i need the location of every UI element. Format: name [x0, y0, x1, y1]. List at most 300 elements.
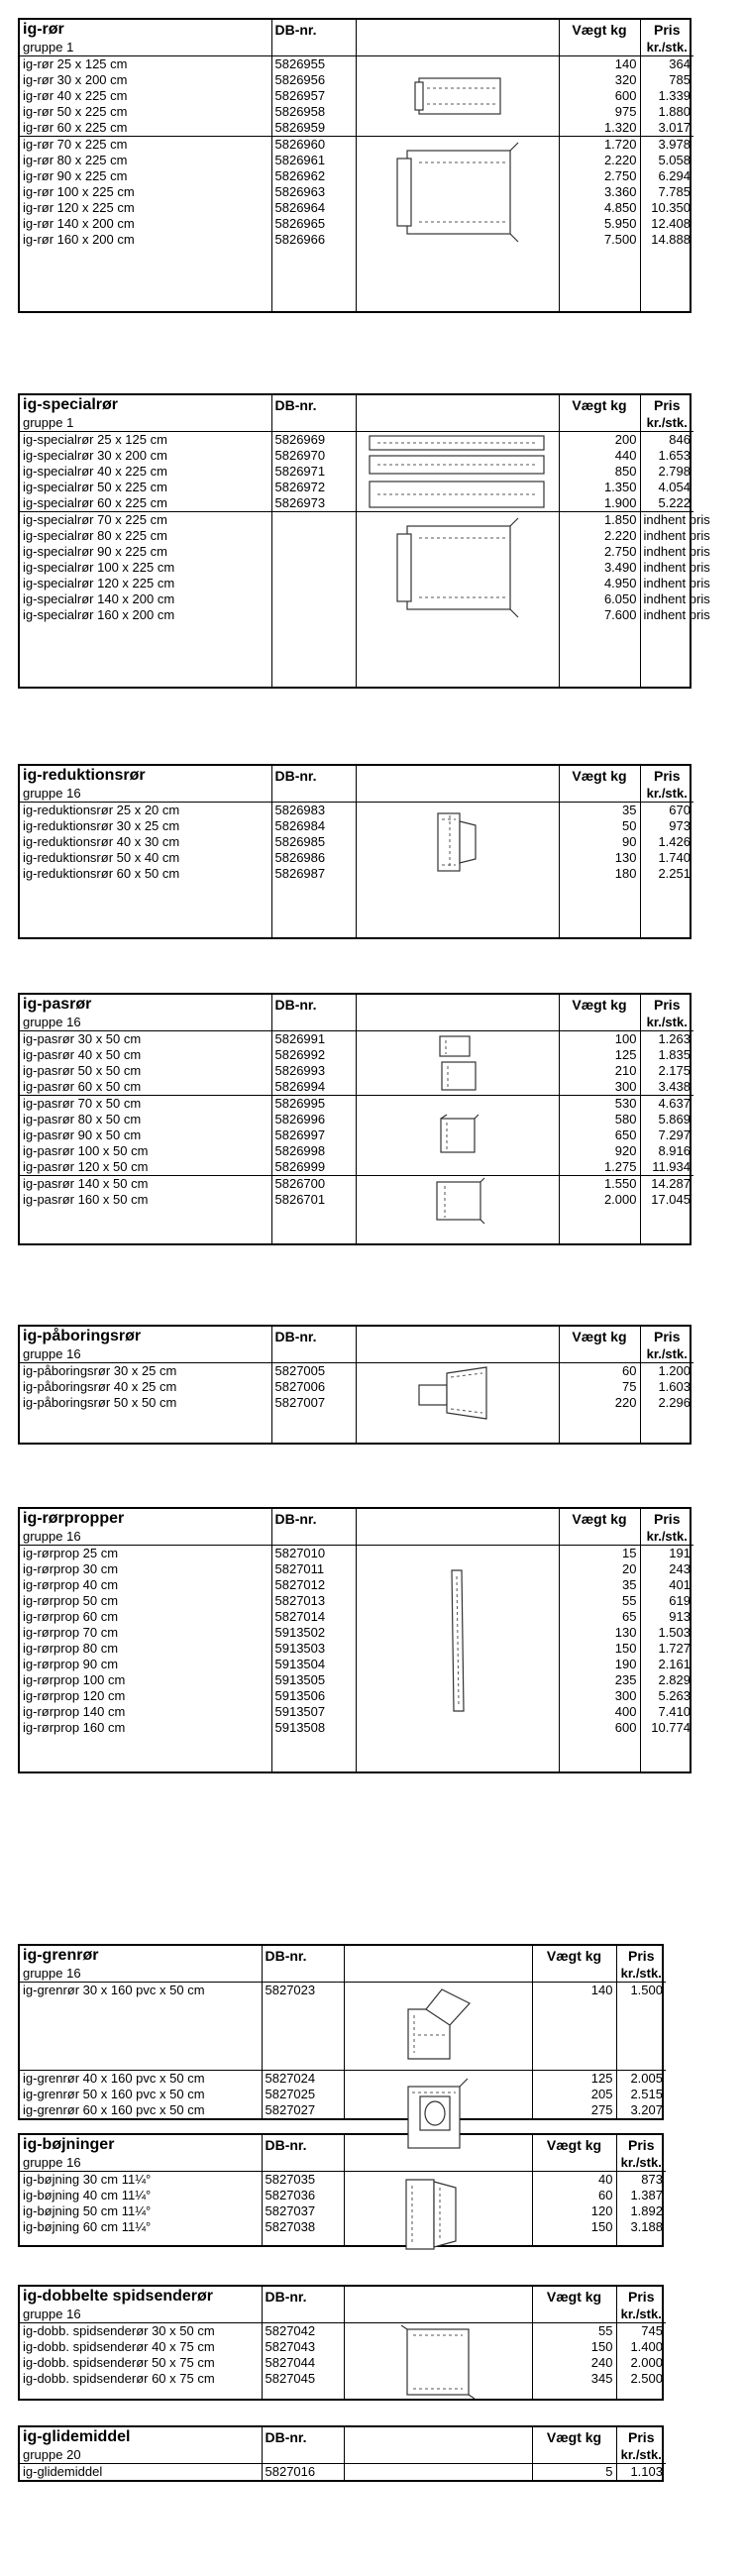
weight-kg: 150 [559, 1641, 640, 1657]
product-name: ig-rør 160 x 200 cm [20, 232, 271, 248]
weight-kg: 55 [532, 2323, 616, 2340]
section-table [20, 1327, 693, 1443]
weight-kg: 205 [532, 2087, 616, 2102]
section-title: ig-rør [20, 20, 271, 40]
product-name: ig-rør 70 x 225 cm [20, 137, 271, 154]
table-row [20, 184, 693, 200]
table-row [20, 2172, 666, 2189]
price: 243 [669, 1561, 691, 1576]
price: indhent pris [643, 576, 710, 590]
price: 2.005 [616, 2071, 666, 2088]
weight-header: Vægt kg [559, 1509, 640, 1529]
price: 6.294 [658, 168, 691, 183]
db-number: 5826991 [271, 1031, 356, 1048]
product-name: ig-grenrør 50 x 160 pvc x 50 cm [20, 2087, 262, 2102]
db-number: 5826970 [271, 448, 356, 464]
section-header [20, 395, 693, 415]
product-name: ig-specialrør 100 x 225 cm [20, 560, 271, 576]
drawing-cell [356, 56, 559, 73]
empty-cell [559, 786, 640, 803]
product-name: ig-rørprop 25 cm [20, 1546, 271, 1562]
product-name: ig-dobb. spidsenderør 40 x 75 cm [20, 2339, 262, 2355]
empty-cell [532, 1998, 616, 2071]
product-drawing-pipe-s [413, 70, 502, 126]
price: 3.438 [658, 1079, 691, 1094]
product-name: ig-pasrør 100 x 50 cm [20, 1143, 271, 1159]
weight-header: Vægt kg [532, 2135, 616, 2155]
product-name: ig-grenrør 30 x 160 pvc x 50 cm [20, 1983, 262, 1999]
weight-kg: 75 [559, 1379, 640, 1395]
price: 1.400 [630, 2339, 663, 2354]
product-name: ig-pasrør 90 x 50 cm [20, 1127, 271, 1143]
product-name: ig-specialrør 50 x 225 cm [20, 480, 271, 495]
db-number: 5827025 [262, 2087, 344, 2102]
price: 10.350 [651, 200, 691, 215]
group-label: gruppe 1 [20, 415, 271, 432]
weight-kg: 975 [559, 104, 640, 120]
table-row [20, 2339, 666, 2355]
section-ig-glidemiddel [18, 2425, 664, 2482]
price: 1.339 [658, 88, 691, 103]
price: 4.637 [640, 1096, 693, 1113]
product-name: ig-specialrør 90 x 225 cm [20, 544, 271, 560]
weight-kg: 60 [532, 2188, 616, 2203]
table-row [20, 866, 693, 882]
section-table [20, 20, 693, 311]
price: 785 [669, 72, 691, 87]
product-name: ig-rør 140 x 200 cm [20, 216, 271, 232]
price-header: Pris [628, 2289, 655, 2305]
empty-cell [640, 1208, 693, 1243]
weight-kg: 3.490 [559, 560, 640, 576]
product-drawing-gren1 [396, 1986, 479, 2071]
product-name: ig-bøjning 50 cm 11¼° [20, 2203, 262, 2219]
db-number: 5827012 [271, 1577, 356, 1593]
weight-kg: 530 [559, 1096, 640, 1113]
empty-cell [356, 1346, 559, 1363]
product-name: ig-pasrør 70 x 50 cm [20, 1096, 271, 1113]
db-number: 5826971 [271, 464, 356, 480]
section-ig-bojninger [18, 2133, 664, 2247]
weight-header: Vægt kg [532, 2427, 616, 2447]
price: indhent pris [640, 512, 693, 529]
weight-kg: 120 [532, 2203, 616, 2219]
price-header: Pris [628, 1948, 655, 1964]
db-number: 5826957 [271, 88, 356, 104]
spacer-row [20, 1411, 693, 1443]
db-number: 5827035 [262, 2172, 344, 2189]
section-header [20, 766, 693, 786]
empty-cell [271, 415, 356, 432]
spacer-row [20, 1736, 693, 1771]
price-unit: kr./stk. [646, 415, 688, 430]
price-header: Pris [628, 2429, 655, 2445]
product-drawing-pas-s [432, 1032, 483, 1098]
weight-kg: 50 [559, 818, 640, 834]
empty-cell [356, 623, 559, 687]
product-name: ig-pasrør 50 x 50 cm [20, 1063, 271, 1079]
price: 10.774 [651, 1720, 691, 1735]
empty-cell [262, 1998, 344, 2071]
weight-kg: 2.750 [559, 544, 640, 560]
weight-kg: 300 [559, 1079, 640, 1096]
price: 2.500 [630, 2371, 663, 2386]
table-row [20, 1704, 693, 1720]
section-header [20, 20, 693, 40]
db-number: 5826972 [271, 480, 356, 495]
weight-kg: 150 [532, 2339, 616, 2355]
group-label: gruppe 16 [20, 1529, 271, 1546]
table-row [20, 232, 693, 248]
table-row [20, 2355, 666, 2371]
table-row [20, 1063, 693, 1079]
empty-cell [559, 1208, 640, 1243]
empty-cell [559, 1411, 640, 1443]
section-ig-pasror [18, 993, 692, 1245]
table-row [20, 1672, 693, 1688]
section-ig-ror [18, 18, 692, 313]
table-row [20, 104, 693, 120]
drawing-header [356, 1509, 559, 1529]
product-name: ig-specialrør 80 x 225 cm [20, 528, 271, 544]
product-name: ig-rør 30 x 200 cm [20, 72, 271, 88]
weight-kg: 100 [559, 1031, 640, 1048]
product-name: ig-specialrør 25 x 125 cm [20, 432, 271, 449]
section-subheader [20, 1966, 666, 1983]
drawing-header [344, 1946, 532, 1966]
weight-header: Vægt kg [559, 995, 640, 1015]
table-row [20, 1395, 693, 1411]
product-drawing-gren2 [396, 2071, 479, 2158]
db-number: 5827014 [271, 1609, 356, 1625]
table-row [20, 803, 693, 819]
price: 8.916 [658, 1143, 691, 1158]
product-name: ig-dobb. spidsenderør 60 x 75 cm [20, 2371, 262, 2387]
empty-cell [271, 248, 356, 311]
table-row [20, 576, 693, 591]
db-number: 5826997 [271, 1127, 356, 1143]
db-number: 5826994 [271, 1079, 356, 1096]
price: 1.500 [616, 1983, 666, 1999]
price: 1.603 [658, 1379, 691, 1394]
table-row [20, 495, 693, 512]
empty-cell [262, 2387, 344, 2399]
db-header: DB-nr. [271, 1509, 356, 1529]
product-drawing-pipe-l [393, 139, 522, 250]
product-drawing-prop [446, 1566, 470, 1719]
price: 973 [669, 818, 691, 833]
section-header [20, 1327, 693, 1346]
drawing-cell [344, 2323, 532, 2340]
db-number: 5826956 [271, 72, 356, 88]
spacer-row [20, 882, 693, 937]
weight-kg: 130 [559, 1625, 640, 1641]
section-ig-reduktionsror [18, 764, 692, 939]
weight-kg: 2.220 [559, 153, 640, 168]
price: 191 [640, 1546, 693, 1562]
db-number: 5826985 [271, 834, 356, 850]
weight-kg: 345 [532, 2371, 616, 2387]
price: 14.888 [651, 232, 691, 247]
empty-cell [271, 786, 356, 803]
drawing-cell [356, 1363, 559, 1380]
spacer-row [20, 2387, 666, 2399]
product-name: ig-rør 60 x 225 cm [20, 120, 271, 137]
empty-cell [532, 2447, 616, 2464]
section-table [20, 2427, 666, 2480]
db-number: 5826969 [271, 432, 356, 449]
db-number: 5826983 [271, 803, 356, 819]
drawing-cell [356, 1031, 559, 1048]
product-name: ig-reduktionsrør 40 x 30 cm [20, 834, 271, 850]
weight-kg: 600 [559, 88, 640, 104]
drawing-header [344, 2287, 532, 2307]
group-label: gruppe 16 [20, 2155, 262, 2172]
section-subheader [20, 2447, 666, 2464]
price: 7.410 [658, 1704, 691, 1719]
db-header: DB-nr. [262, 2135, 344, 2155]
product-name: ig-pasrør 40 x 50 cm [20, 1047, 271, 1063]
product-name: ig-rør 90 x 225 cm [20, 168, 271, 184]
spacer-row [20, 248, 693, 311]
price: 1.880 [658, 104, 691, 119]
empty-cell [262, 2235, 344, 2245]
empty-cell [559, 415, 640, 432]
drawing-header [344, 2427, 532, 2447]
db-header: DB-nr. [271, 1327, 356, 1346]
product-name: ig-specialrør 120 x 225 cm [20, 576, 271, 591]
price: 1.727 [658, 1641, 691, 1656]
table-row [20, 137, 693, 154]
price: 364 [640, 56, 693, 73]
group-label: gruppe 16 [20, 1346, 271, 1363]
empty-cell [616, 2235, 666, 2245]
section-subheader [20, 1015, 693, 1031]
product-name: ig-rørprop 80 cm [20, 1641, 271, 1657]
weight-kg: 6.050 [559, 591, 640, 607]
db-number: 5827044 [262, 2355, 344, 2371]
empty-cell [271, 1736, 356, 1771]
product-name: ig-rørprop 70 cm [20, 1625, 271, 1641]
price: 17.045 [651, 1192, 691, 1207]
db-number: 5827043 [262, 2339, 344, 2355]
table-row [20, 1609, 693, 1625]
db-number: 5826700 [271, 1176, 356, 1193]
weight-header: Vægt kg [559, 1327, 640, 1346]
weight-kg: 220 [559, 1395, 640, 1411]
section-subheader [20, 1529, 693, 1546]
product-name: ig-rør 100 x 225 cm [20, 184, 271, 200]
table-row [20, 1720, 693, 1736]
table-row [20, 834, 693, 850]
empty-cell [271, 1346, 356, 1363]
db-number: 5913507 [271, 1704, 356, 1720]
price: indhent pris [643, 591, 710, 606]
product-name: ig-pasrør 60 x 50 cm [20, 1079, 271, 1096]
price-header: Pris [654, 997, 681, 1013]
price: 1.653 [658, 448, 691, 463]
section-title: ig-glidemiddel [20, 2427, 262, 2447]
weight-header: Vægt kg [559, 766, 640, 786]
price: 2.175 [658, 1063, 691, 1078]
weight-kg: 4.950 [559, 576, 640, 591]
db-number: 5827024 [262, 2071, 344, 2088]
empty-cell [20, 1736, 271, 1771]
product-name: ig-rørprop 50 cm [20, 1593, 271, 1609]
table-row [20, 1176, 693, 1193]
empty-cell [356, 248, 559, 311]
weight-kg: 1.550 [559, 1176, 640, 1193]
table-row [20, 850, 693, 866]
section-title: ig-grenrør [20, 1946, 262, 1966]
price: 913 [669, 1609, 691, 1624]
product-drawing-pas-m [433, 1113, 482, 1162]
price-unit: kr./stk. [620, 1966, 662, 1981]
empty-cell [356, 882, 559, 937]
table-row [20, 1546, 693, 1562]
weight-kg: 920 [559, 1143, 640, 1159]
group-label: gruppe 16 [20, 1966, 262, 1983]
db-number [271, 576, 356, 591]
db-header: DB-nr. [271, 20, 356, 40]
group-label: gruppe 1 [20, 40, 271, 56]
empty-cell [356, 1529, 559, 1546]
table-row [20, 2323, 666, 2340]
empty-cell [640, 1411, 693, 1443]
empty-cell [559, 882, 640, 937]
price: 1.835 [658, 1047, 691, 1062]
price: 873 [616, 2172, 666, 2189]
weight-kg: 5.950 [559, 216, 640, 232]
db-number: 5826959 [271, 120, 356, 137]
price-unit: kr./stk. [620, 2447, 662, 2462]
db-header: DB-nr. [262, 2427, 344, 2447]
product-name: ig-specialrør 70 x 225 cm [20, 512, 271, 529]
db-header: DB-nr. [262, 1946, 344, 1966]
table-row [20, 560, 693, 576]
price-unit: kr./stk. [646, 40, 688, 54]
db-number: 5827045 [262, 2371, 344, 2387]
db-number: 5913508 [271, 1720, 356, 1736]
empty-cell [356, 415, 559, 432]
price-unit: kr./stk. [620, 2155, 662, 2170]
table-row [20, 432, 693, 449]
db-number [271, 591, 356, 607]
price-unit: kr./stk. [646, 1015, 688, 1029]
section-title: ig-dobbelte spidsenderør [20, 2287, 262, 2307]
section-table [20, 1509, 693, 1771]
section-header [20, 1509, 693, 1529]
price: 2.296 [658, 1395, 691, 1410]
empty-cell [616, 2387, 666, 2399]
price: 1.387 [630, 2188, 663, 2202]
group-label: gruppe 16 [20, 1015, 271, 1031]
product-name: ig-rørprop 160 cm [20, 1720, 271, 1736]
db-number: 5913503 [271, 1641, 356, 1657]
product-name: ig-rørprop 30 cm [20, 1561, 271, 1577]
db-number [271, 560, 356, 576]
weight-kg: 15 [559, 1546, 640, 1562]
db-number [271, 607, 356, 623]
drawing-cell [356, 803, 559, 819]
weight-kg: 190 [559, 1657, 640, 1672]
product-name: ig-rør 120 x 225 cm [20, 200, 271, 216]
empty-cell [271, 623, 356, 687]
price: 5.869 [658, 1112, 691, 1127]
empty-cell [559, 40, 640, 56]
product-name: ig-reduktionsrør 50 x 40 cm [20, 850, 271, 866]
spacer-row [20, 623, 693, 687]
table-row [20, 1127, 693, 1143]
product-drawing-special-stack [364, 432, 552, 517]
empty-cell [356, 1736, 559, 1771]
empty-cell [559, 1015, 640, 1031]
price-header: Pris [654, 1329, 681, 1344]
table-row [20, 1096, 693, 1113]
db-number: 5827042 [262, 2323, 344, 2340]
db-number: 5826960 [271, 137, 356, 154]
empty-cell [271, 882, 356, 937]
table-row [20, 120, 693, 137]
db-number: 5826966 [271, 232, 356, 248]
table-row [20, 480, 693, 495]
product-name: ig-specialrør 40 x 225 cm [20, 464, 271, 480]
price: 12.408 [651, 216, 691, 231]
empty-cell [559, 248, 640, 311]
table-row [20, 1379, 693, 1395]
empty-cell [640, 248, 693, 311]
product-drawing-reducer [430, 805, 485, 883]
section-ig-rorpropper [18, 1507, 692, 1773]
product-name: ig-rørprop 90 cm [20, 1657, 271, 1672]
weight-kg: 210 [559, 1063, 640, 1079]
empty-cell [262, 1966, 344, 1983]
weight-kg: 2.220 [559, 528, 640, 544]
empty-cell [356, 786, 559, 803]
db-number: 5826961 [271, 153, 356, 168]
db-number: 5827013 [271, 1593, 356, 1609]
group-label: gruppe 20 [20, 2447, 262, 2464]
price: indhent pris [643, 607, 710, 622]
weight-header: Vægt kg [532, 2287, 616, 2307]
table-row [20, 1625, 693, 1641]
weight-kg: 850 [559, 464, 640, 480]
table-row [20, 2071, 666, 2088]
price: 5.222 [658, 495, 691, 510]
section-title: ig-påboringsrør [20, 1327, 271, 1346]
weight-kg: 90 [559, 834, 640, 850]
table-row [20, 1031, 693, 1048]
product-name: ig-bøjning 60 cm 11¼° [20, 2219, 262, 2235]
section-title: ig-rørpropper [20, 1509, 271, 1529]
price: 4.054 [658, 480, 691, 494]
weight-kg: 40 [532, 2172, 616, 2189]
product-name: ig-rør 25 x 125 cm [20, 56, 271, 73]
table-row [20, 88, 693, 104]
price: 1.103 [616, 2464, 666, 2481]
table-row [20, 464, 693, 480]
spacer-row [20, 1998, 666, 2071]
table-row [20, 1577, 693, 1593]
group-label: gruppe 16 [20, 2307, 262, 2323]
table-row [20, 1143, 693, 1159]
section-header [20, 2427, 666, 2447]
price: 5.263 [658, 1688, 691, 1703]
product-name: ig-pasrør 160 x 50 cm [20, 1192, 271, 1208]
empty-cell [20, 882, 271, 937]
price-header: Pris [654, 397, 681, 413]
weight-kg: 20 [559, 1561, 640, 1577]
